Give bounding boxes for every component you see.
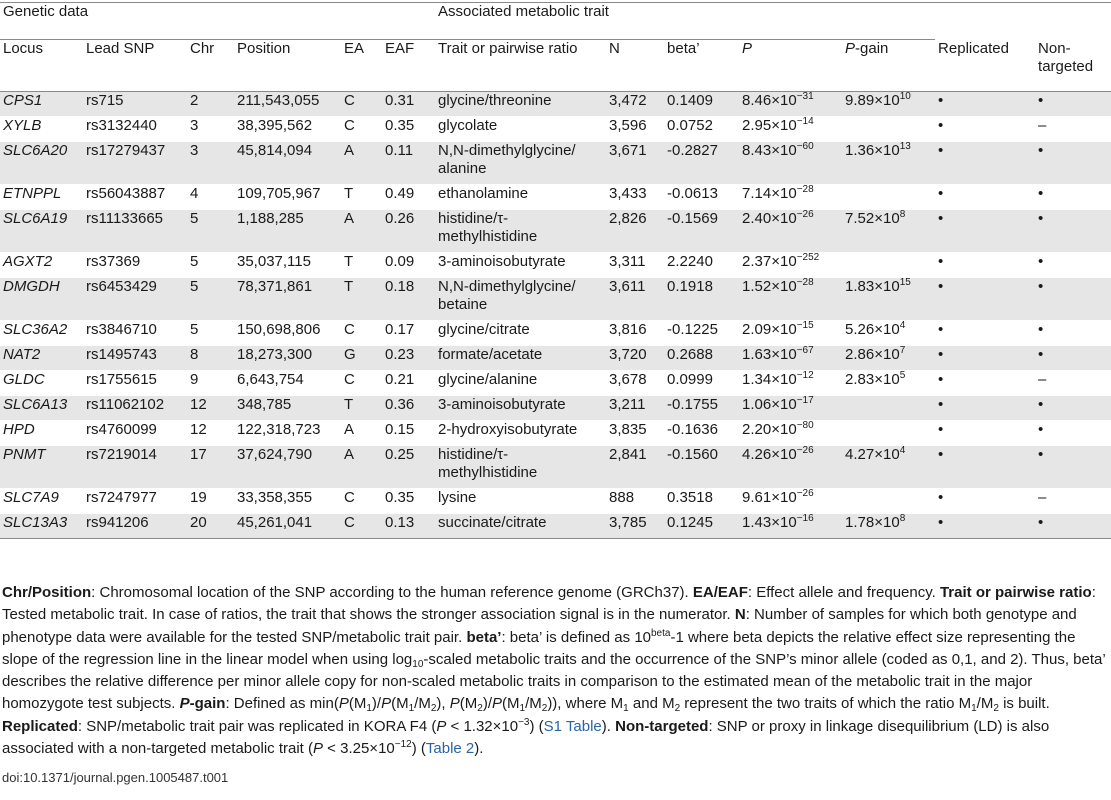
cell-p-value: $8.43\times 10^{-60}$ (739, 142, 842, 185)
cell-non-targeted: • (1035, 278, 1111, 321)
cell-non-targeted: • (1035, 92, 1111, 117)
cell-eaf: 0.11 (382, 142, 435, 185)
cell-n: 3,472 (606, 92, 664, 117)
cell-position: 211,543,055 (234, 92, 341, 117)
cell-locus: AGXT2 (0, 253, 83, 278)
cell-non-targeted: • (1035, 446, 1111, 489)
cell-p-value: $7.14\times 10^{-28}$ (739, 185, 842, 210)
cell-lead-snp: rs11062102 (83, 396, 187, 421)
table-row (0, 421, 1111, 446)
cell-p-gain (842, 421, 935, 446)
cell-replicated: • (935, 396, 1035, 421)
cell-lead-snp: rs7247977 (83, 489, 187, 514)
cell-chr: 19 (187, 489, 234, 514)
cell-p-value: $1.63\times 10^{-67}$ (739, 346, 842, 371)
cell-locus: HPD (0, 421, 83, 446)
col-header-beta: beta’ (664, 40, 739, 92)
cell-replicated: • (935, 514, 1035, 539)
cell-position: 150,698,806 (234, 321, 341, 346)
cell-eaf: 0.49 (382, 185, 435, 210)
cell-n: 3,596 (606, 117, 664, 142)
cell-locus: SLC36A2 (0, 321, 83, 346)
cell-n: 2,841 (606, 446, 664, 489)
cell-lead-snp: rs7219014 (83, 446, 187, 489)
cell-beta: 0.0999 (664, 371, 739, 396)
cell-non-targeted: • (1035, 253, 1111, 278)
cell-replicated: • (935, 346, 1035, 371)
cell-ea: A (341, 446, 382, 489)
table-row (0, 185, 1111, 210)
cell-ea: C (341, 321, 382, 346)
cell-p-value: $2.09\times 10^{-15}$ (739, 321, 842, 346)
cell-beta: 0.0752 (664, 117, 739, 142)
cell-beta: -0.2827 (664, 142, 739, 185)
cell-trait: histidine/τ- methylhistidine (435, 446, 606, 489)
cell-ea: C (341, 489, 382, 514)
cell-replicated: • (935, 185, 1035, 210)
cell-p-value: $2.95\times 10^{-14}$ (739, 117, 842, 142)
group-header-row (0, 3, 1111, 40)
table-row (0, 396, 1111, 421)
table-row (0, 446, 1111, 489)
cell-trait: N,N-dimethylglycine/ alanine (435, 142, 606, 185)
cell-replicated: • (935, 253, 1035, 278)
cell-trait: ethanolamine (435, 185, 606, 210)
cell-beta: 0.1245 (664, 514, 739, 539)
table-row (0, 489, 1111, 514)
cell-lead-snp: rs37369 (83, 253, 187, 278)
cell-beta: 0.1409 (664, 92, 739, 117)
cell-non-targeted: • (1035, 421, 1111, 446)
cell-position: 122,318,723 (234, 421, 341, 446)
cell-locus: SLC6A20 (0, 142, 83, 185)
cell-locus: NAT2 (0, 346, 83, 371)
cell-eaf: 0.18 (382, 278, 435, 321)
cell-replicated: • (935, 421, 1035, 446)
col-header-p: P (739, 40, 842, 92)
cell-lead-snp: rs4760099 (83, 421, 187, 446)
cell-replicated: • (935, 371, 1035, 396)
cell-chr: 5 (187, 210, 234, 253)
col-header-replicated: Replicated (935, 40, 1035, 92)
cell-non-targeted: • (1035, 396, 1111, 421)
cell-p-gain: $1.78\times 10^8$ (842, 514, 935, 539)
cell-eaf: 0.36 (382, 396, 435, 421)
cell-p-gain: $9.89\times 10^{10}$ (842, 92, 935, 117)
cell-trait: 3-aminoisobutyrate (435, 396, 606, 421)
cell-position: 33,358,355 (234, 489, 341, 514)
cell-lead-snp: rs11133665 (83, 210, 187, 253)
cell-n: 3,311 (606, 253, 664, 278)
cell-p-gain (842, 489, 935, 514)
cell-trait: lysine (435, 489, 606, 514)
cell-lead-snp: rs3846710 (83, 321, 187, 346)
cell-n: 3,611 (606, 278, 664, 321)
col-header-eaf: EAF (382, 40, 435, 92)
col-header-non-targeted: Non-targeted (1035, 40, 1111, 92)
cell-beta: -0.0613 (664, 185, 739, 210)
table-row (0, 278, 1111, 321)
cell-ea: T (341, 278, 382, 321)
cell-non-targeted: • (1035, 185, 1111, 210)
cell-eaf: 0.35 (382, 117, 435, 142)
cell-replicated: • (935, 489, 1035, 514)
cell-chr: 12 (187, 421, 234, 446)
cell-locus: GLDC (0, 371, 83, 396)
col-header-position: Position (234, 40, 341, 92)
cell-p-value: $4.26\times 10^{-26}$ (739, 446, 842, 489)
cell-trait: glycolate (435, 117, 606, 142)
group-header-genetic: Genetic data (0, 3, 435, 40)
cell-replicated: • (935, 117, 1035, 142)
cell-chr: 5 (187, 278, 234, 321)
cell-chr: 3 (187, 142, 234, 185)
table-row (0, 371, 1111, 396)
cell-ea: C (341, 92, 382, 117)
cell-replicated: • (935, 446, 1035, 489)
cell-eaf: 0.25 (382, 446, 435, 489)
col-header-locus: Locus (0, 40, 83, 92)
cell-non-targeted: • (1035, 514, 1111, 539)
cell-eaf: 0.17 (382, 321, 435, 346)
cell-n: 3,835 (606, 421, 664, 446)
cell-n: 3,433 (606, 185, 664, 210)
cell-chr: 5 (187, 253, 234, 278)
cell-locus: ETNPPL (0, 185, 83, 210)
cell-ea: T (341, 253, 382, 278)
cell-eaf: 0.21 (382, 371, 435, 396)
cell-locus: PNMT (0, 446, 83, 489)
cell-p-gain: $2.83\times 10^5$ (842, 371, 935, 396)
cell-trait: formate/acetate (435, 346, 606, 371)
col-header-trait: Trait or pairwise ratio (435, 40, 606, 92)
cell-p-gain: $7.52\times 10^8$ (842, 210, 935, 253)
cell-beta: -0.1225 (664, 321, 739, 346)
cell-trait: 2-hydroxyisobutyrate (435, 421, 606, 446)
col-header-ea: EA (341, 40, 382, 92)
col-header-n: N (606, 40, 664, 92)
column-header-row (0, 40, 1111, 92)
table-row (0, 253, 1111, 278)
group-header-metabolic: Associated metabolic trait (435, 3, 935, 40)
cell-non-targeted: • (1035, 142, 1111, 185)
table-row (0, 92, 1111, 117)
cell-position: 18,273,300 (234, 346, 341, 371)
cell-locus: CPS1 (0, 92, 83, 117)
cell-n: 2,826 (606, 210, 664, 253)
cell-p-value: $9.61\times 10^{-26}$ (739, 489, 842, 514)
cell-beta: -0.1560 (664, 446, 739, 489)
cell-locus: SLC7A9 (0, 489, 83, 514)
cell-lead-snp: rs3132440 (83, 117, 187, 142)
cell-p-gain: $1.36\times 10^{13}$ (842, 142, 935, 185)
cell-n: 3,678 (606, 371, 664, 396)
cell-position: 38,395,562 (234, 117, 341, 142)
cell-lead-snp: rs1495743 (83, 346, 187, 371)
cell-p-value: $1.43\times 10^{-16}$ (739, 514, 842, 539)
cell-ea: T (341, 396, 382, 421)
table-footnote: Chr/Position: Chromosomal location of the SNP according to the human reference genome (GRCh37). EA/EAF: Effect allele and frequency. Trait or pairwise ratio: Tested metabolic trait. In case of ratios, the trait that shows the stronger association signal is in the numerator. N: Number of samples for which both genotype and phenotype data were available for the tested SNP/metabolic trait pair. beta’: beta’ is defined as $10^{beta}-1$ where beta depicts the relative effect size representing the slope of the regression line in the linear model when using $\log_{10}$-scaled metabolic traits and the occurrence of the SNP’s minor allele (coded as 0,1, and 2). Thus, beta’ describes the relative difference per minor allele copy for non-scaled metabolic traits in comparison to the estimated mean of the metabolic trait in the major homozygote test subjects. P-gain: Defined as $\min(P(M_1)/P(M_1/M_2)$, $P(M_2)/P(M_1/M_2)$), where $M_1$ and $M_2$ represent the two traits of which the ratio $M_1/M_2$ is built. Replicated: SNP/metabolic trait pair was replicated in KORA F4 $(P < 1.32\times 10^{-3})$ (S1 Table). Non-targeted: SNP or proxy in linkage disequilibrium (LD) is also associated with a non-targeted metabolic trait $(P < 3.25\times 10^{-12})$ (Table 2). (2, 584, 1106, 758)
cell-trait: glycine/alanine (435, 371, 606, 396)
cell-lead-snp: rs56043887 (83, 185, 187, 210)
cell-eaf: 0.26 (382, 210, 435, 253)
cell-eaf: 0.35 (382, 489, 435, 514)
cell-ea: G (341, 346, 382, 371)
cell-position: 6,643,754 (234, 371, 341, 396)
cell-non-targeted: – (1035, 489, 1111, 514)
s1-table-link[interactable]: S1 Table (543, 717, 602, 735)
cell-replicated: • (935, 321, 1035, 346)
cell-lead-snp: rs1755615 (83, 371, 187, 396)
cell-ea: C (341, 514, 382, 539)
cell-position: 45,261,041 (234, 514, 341, 539)
cell-non-targeted: • (1035, 321, 1111, 346)
cell-ea: A (341, 210, 382, 253)
cell-chr: 4 (187, 185, 234, 210)
table-row (0, 142, 1111, 185)
cell-n: 3,720 (606, 346, 664, 371)
cell-eaf: 0.23 (382, 346, 435, 371)
cell-non-targeted: – (1035, 371, 1111, 396)
cell-n: 888 (606, 489, 664, 514)
cell-chr: 8 (187, 346, 234, 371)
cell-n: 3,671 (606, 142, 664, 185)
cell-lead-snp: rs941206 (83, 514, 187, 539)
cell-chr: 17 (187, 446, 234, 489)
cell-p-gain (842, 253, 935, 278)
table-row (0, 117, 1111, 142)
cell-ea: T (341, 185, 382, 210)
cell-replicated: • (935, 142, 1035, 185)
cell-p-gain: $5.26\times 10^4$ (842, 321, 935, 346)
cell-ea: A (341, 421, 382, 446)
cell-p-gain (842, 396, 935, 421)
cell-non-targeted: • (1035, 210, 1111, 253)
cell-p-value: $2.37\times 10^{-252}$ (739, 253, 842, 278)
cell-trait: 3-aminoisobutyrate (435, 253, 606, 278)
cell-beta: 2.2240 (664, 253, 739, 278)
cell-trait: glycine/citrate (435, 321, 606, 346)
cell-p-gain (842, 117, 935, 142)
cell-p-value: $1.06\times 10^{-17}$ (739, 396, 842, 421)
cell-locus: SLC13A3 (0, 514, 83, 539)
cell-lead-snp: rs715 (83, 92, 187, 117)
table-row (0, 346, 1111, 371)
cell-eaf: 0.13 (382, 514, 435, 539)
cell-chr: 5 (187, 321, 234, 346)
table-2-link[interactable]: Table 2 (425, 740, 475, 758)
cell-p-gain: $2.86\times 10^7$ (842, 346, 935, 371)
cell-beta: -0.1636 (664, 421, 739, 446)
cell-p-value: $2.20\times 10^{-80}$ (739, 421, 842, 446)
cell-eaf: 0.15 (382, 421, 435, 446)
cell-position: 35,037,115 (234, 253, 341, 278)
cell-eaf: 0.31 (382, 92, 435, 117)
cell-trait: N,N-dimethylglycine/ betaine (435, 278, 606, 321)
cell-n: 3,816 (606, 321, 664, 346)
cell-chr: 20 (187, 514, 234, 539)
cell-p-gain (842, 185, 935, 210)
cell-position: 109,705,967 (234, 185, 341, 210)
cell-trait: glycine/threonine (435, 92, 606, 117)
cell-beta: 0.2688 (664, 346, 739, 371)
cell-ea: C (341, 371, 382, 396)
genetic-data-table (0, 2, 1111, 539)
cell-p-gain: $1.83\times 10^{15}$ (842, 278, 935, 321)
cell-non-targeted: • (1035, 346, 1111, 371)
cell-locus: SLC6A19 (0, 210, 83, 253)
cell-beta: -0.1755 (664, 396, 739, 421)
cell-beta: -0.1569 (664, 210, 739, 253)
table-row (0, 210, 1111, 253)
col-header-p-gain: P-gain (842, 40, 935, 92)
cell-position: 1,188,285 (234, 210, 341, 253)
cell-locus: SLC6A13 (0, 396, 83, 421)
doi-line: doi:10.1371/journal.pgen.1005487.t001 (2, 770, 229, 785)
cell-eaf: 0.09 (382, 253, 435, 278)
cell-position: 348,785 (234, 396, 341, 421)
cell-replicated: • (935, 92, 1035, 117)
cell-non-targeted: – (1035, 117, 1111, 142)
cell-chr: 9 (187, 371, 234, 396)
cell-beta: 0.1918 (664, 278, 739, 321)
cell-replicated: • (935, 278, 1035, 321)
cell-p-value: $1.34\times 10^{-12}$ (739, 371, 842, 396)
cell-p-gain: $4.27\times 10^4$ (842, 446, 935, 489)
cell-trait: succinate/citrate (435, 514, 606, 539)
cell-position: 45,814,094 (234, 142, 341, 185)
table-row (0, 514, 1111, 539)
table-body (0, 92, 1111, 539)
cell-lead-snp: rs6453429 (83, 278, 187, 321)
cell-chr: 3 (187, 117, 234, 142)
cell-ea: A (341, 142, 382, 185)
cell-chr: 12 (187, 396, 234, 421)
cell-ea: C (341, 117, 382, 142)
cell-p-value: $8.46\times 10^{-31}$ (739, 92, 842, 117)
col-header-chr: Chr (187, 40, 234, 92)
cell-p-value: $2.40\times 10^{-26}$ (739, 210, 842, 253)
cell-chr: 2 (187, 92, 234, 117)
cell-trait: histidine/τ- methylhistidine (435, 210, 606, 253)
table-row (0, 321, 1111, 346)
col-header-lead-snp: Lead SNP (83, 40, 187, 92)
cell-position: 78,371,861 (234, 278, 341, 321)
cell-locus: DMGDH (0, 278, 83, 321)
cell-replicated: • (935, 210, 1035, 253)
cell-n: 3,211 (606, 396, 664, 421)
cell-p-value: $1.52\times 10^{-28}$ (739, 278, 842, 321)
cell-lead-snp: rs17279437 (83, 142, 187, 185)
cell-position: 37,624,790 (234, 446, 341, 489)
cell-beta: 0.3518 (664, 489, 739, 514)
cell-n: 3,785 (606, 514, 664, 539)
cell-locus: XYLB (0, 117, 83, 142)
